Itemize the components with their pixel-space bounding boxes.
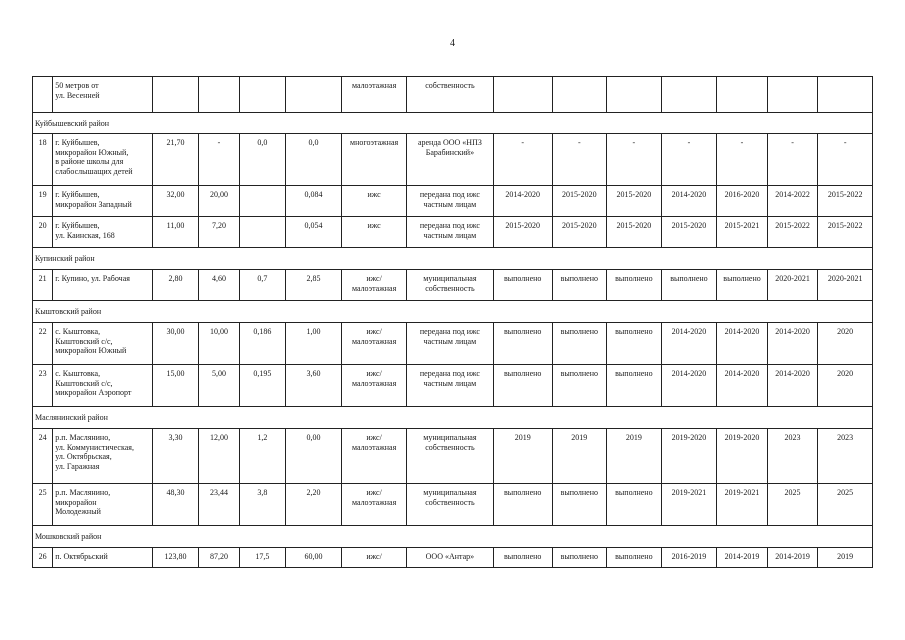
- period-4: 2014-2020: [661, 323, 717, 365]
- area-total: 2,80: [153, 270, 198, 301]
- period-5: 2014-2019: [717, 548, 768, 568]
- district-row: [33, 113, 873, 134]
- row-number: 22: [33, 323, 53, 365]
- volume-b: 0,0: [285, 134, 342, 186]
- building-type: ижс/ малоэтажная: [342, 270, 407, 301]
- period-7: -: [818, 134, 873, 186]
- period-3: выполнено: [607, 323, 662, 365]
- volume-b: 0,054: [285, 217, 342, 248]
- land-status: аренда ООО «НПЗ Барабинский»: [406, 134, 493, 186]
- period-3: выполнено: [607, 484, 662, 526]
- building-type: ижс: [342, 186, 407, 217]
- period-3: выполнено: [607, 548, 662, 568]
- table-row: [33, 270, 873, 301]
- area-total: 123,80: [153, 548, 198, 568]
- area-total: 3,30: [153, 429, 198, 484]
- volume-b: 0,084: [285, 186, 342, 217]
- period-1: выполнено: [493, 365, 552, 407]
- period-5: выполнено: [717, 270, 768, 301]
- land-status: муниципальная собственность: [406, 270, 493, 301]
- period-2: выполнено: [552, 270, 607, 301]
- row-number: 19: [33, 186, 53, 217]
- volume-b: 3,60: [285, 365, 342, 407]
- period-3: выполнено: [607, 365, 662, 407]
- row-number: 25: [33, 484, 53, 526]
- land-status: собственность: [406, 77, 493, 113]
- period-6: -: [767, 134, 818, 186]
- volume-b: 0,00: [285, 429, 342, 484]
- period-2: -: [552, 134, 607, 186]
- period-2: выполнено: [552, 323, 607, 365]
- period-3: [607, 77, 662, 113]
- table-row: [33, 548, 873, 568]
- table-row: [33, 484, 873, 526]
- district-row: [33, 248, 873, 270]
- period-6: [767, 77, 818, 113]
- site-address: с. Кыштовка, Кыштовский с/с, микрорайон Южный: [53, 323, 153, 365]
- period-5: 2019-2020: [717, 429, 768, 484]
- area-total: 11,00: [153, 217, 198, 248]
- site-address: 50 метров от ул. Весенней: [53, 77, 153, 113]
- land-status: муниципальная собственность: [406, 429, 493, 484]
- volume-a: 3,8: [240, 484, 285, 526]
- site-address: р.п. Маслянино, микрорайон Молодежный: [53, 484, 153, 526]
- row-number: 21: [33, 270, 53, 301]
- area-total: 30,00: [153, 323, 198, 365]
- period-4: 2014-2020: [661, 186, 717, 217]
- building-type: ижс/: [342, 548, 407, 568]
- land-status: передана под ижс частным лицам: [406, 365, 493, 407]
- table-row: [33, 77, 873, 113]
- area-total: 32,00: [153, 186, 198, 217]
- period-4: 2015-2020: [661, 217, 717, 248]
- period-6: 2014-2019: [767, 548, 818, 568]
- volume-b: 2,20: [285, 484, 342, 526]
- area-housing: 5,00: [198, 365, 239, 407]
- area-housing: 7,20: [198, 217, 239, 248]
- period-1: выполнено: [493, 548, 552, 568]
- site-address: р.п. Маслянино, ул. Коммунистическая, ул. Октябрьская, ул. Гаражная: [53, 429, 153, 484]
- site-address: г. Куйбышев, микрорайон Южный, в районе школы для слабослышащих детей: [53, 134, 153, 186]
- page-number: 4: [450, 38, 455, 49]
- period-1: -: [493, 134, 552, 186]
- period-3: 2015-2020: [607, 217, 662, 248]
- period-7: 2019: [818, 548, 873, 568]
- period-5: -: [717, 134, 768, 186]
- period-6: 2014-2020: [767, 323, 818, 365]
- area-housing: 4,60: [198, 270, 239, 301]
- period-7: [818, 77, 873, 113]
- period-3: выполнено: [607, 270, 662, 301]
- area-housing: 23,44: [198, 484, 239, 526]
- period-7: 2015-2022: [818, 217, 873, 248]
- table-row: [33, 217, 873, 248]
- period-3: -: [607, 134, 662, 186]
- volume-a: [240, 77, 285, 113]
- table-row: [33, 134, 873, 186]
- district-name: Куйбышевский район: [33, 113, 873, 134]
- district-name: Мошковский район: [33, 526, 873, 548]
- area-housing: -: [198, 134, 239, 186]
- period-5: 2015-2021: [717, 217, 768, 248]
- period-5: 2014-2020: [717, 365, 768, 407]
- row-number: 26: [33, 548, 53, 568]
- volume-a: 17,5: [240, 548, 285, 568]
- volume-a: [240, 186, 285, 217]
- building-type: ижс: [342, 217, 407, 248]
- volume-a: 0,195: [240, 365, 285, 407]
- period-1: 2014-2020: [493, 186, 552, 217]
- period-3: 2015-2020: [607, 186, 662, 217]
- building-type: ижс/ малоэтажная: [342, 365, 407, 407]
- period-5: [717, 77, 768, 113]
- period-6: 2023: [767, 429, 818, 484]
- volume-b: 1,00: [285, 323, 342, 365]
- period-4: -: [661, 134, 717, 186]
- period-1: 2015-2020: [493, 217, 552, 248]
- area-total: 21,70: [153, 134, 198, 186]
- period-2: выполнено: [552, 548, 607, 568]
- area-housing: [198, 77, 239, 113]
- period-4: 2014-2020: [661, 365, 717, 407]
- period-4: 2019-2021: [661, 484, 717, 526]
- volume-b: 2,85: [285, 270, 342, 301]
- period-6: 2014-2020: [767, 365, 818, 407]
- site-address: г. Куйбышев, микрорайон Западный: [53, 186, 153, 217]
- area-total: 48,30: [153, 484, 198, 526]
- volume-a: [240, 217, 285, 248]
- site-address: п. Октябрьский: [53, 548, 153, 568]
- table-row: [33, 429, 873, 484]
- row-number: 23: [33, 365, 53, 407]
- land-status: ООО «Антар»: [406, 548, 493, 568]
- volume-a: 1,2: [240, 429, 285, 484]
- period-4: 2019-2020: [661, 429, 717, 484]
- period-7: 2020-2021: [818, 270, 873, 301]
- row-number: 18: [33, 134, 53, 186]
- district-row: [33, 407, 873, 429]
- land-status: муниципальная собственность: [406, 484, 493, 526]
- housing-sites-table: [32, 76, 873, 568]
- period-2: 2015-2020: [552, 217, 607, 248]
- area-housing: 12,00: [198, 429, 239, 484]
- period-1: [493, 77, 552, 113]
- table-row: [33, 323, 873, 365]
- period-4: [661, 77, 717, 113]
- period-3: 2019: [607, 429, 662, 484]
- period-5: 2016-2020: [717, 186, 768, 217]
- volume-b: 60,00: [285, 548, 342, 568]
- site-address: с. Кыштовка, Кыштовский с/с, микрорайон Аэропорт: [53, 365, 153, 407]
- district-name: Маслянинский район: [33, 407, 873, 429]
- volume-a: 0,0: [240, 134, 285, 186]
- period-4: 2016-2019: [661, 548, 717, 568]
- district-row: [33, 301, 873, 323]
- building-type: ижс/ малоэтажная: [342, 429, 407, 484]
- period-5: 2019-2021: [717, 484, 768, 526]
- period-5: 2014-2020: [717, 323, 768, 365]
- land-status: передана под ижс частным лицам: [406, 323, 493, 365]
- period-6: 2014-2022: [767, 186, 818, 217]
- period-2: выполнено: [552, 365, 607, 407]
- period-6: 2015-2022: [767, 217, 818, 248]
- volume-a: 0,186: [240, 323, 285, 365]
- period-2: [552, 77, 607, 113]
- land-status: передана под ижс частным лицам: [406, 186, 493, 217]
- district-row: [33, 526, 873, 548]
- volume-a: 0,7: [240, 270, 285, 301]
- table-row: [33, 365, 873, 407]
- building-type: ижс/ малоэтажная: [342, 484, 407, 526]
- building-type: малоэтажная: [342, 77, 407, 113]
- period-2: выполнено: [552, 484, 607, 526]
- period-4: выполнено: [661, 270, 717, 301]
- period-1: выполнено: [493, 484, 552, 526]
- volume-b: [285, 77, 342, 113]
- site-address: г. Купино, ул. Рабочая: [53, 270, 153, 301]
- period-2: 2015-2020: [552, 186, 607, 217]
- area-housing: 87,20: [198, 548, 239, 568]
- period-6: 2020-2021: [767, 270, 818, 301]
- building-type: многоэтажная: [342, 134, 407, 186]
- period-7: 2020: [818, 323, 873, 365]
- period-7: 2023: [818, 429, 873, 484]
- district-name: Купинский район: [33, 248, 873, 270]
- building-type: ижс/ малоэтажная: [342, 323, 407, 365]
- district-name: Кыштовский район: [33, 301, 873, 323]
- period-7: 2025: [818, 484, 873, 526]
- row-number: [33, 77, 53, 113]
- site-address: г. Куйбышев, ул. Каинская, 168: [53, 217, 153, 248]
- land-status: передана под ижс частным лицам: [406, 217, 493, 248]
- period-7: 2015-2022: [818, 186, 873, 217]
- area-total: 15,00: [153, 365, 198, 407]
- row-number: 24: [33, 429, 53, 484]
- period-7: 2020: [818, 365, 873, 407]
- area-housing: 20,00: [198, 186, 239, 217]
- row-number: 20: [33, 217, 53, 248]
- period-2: 2019: [552, 429, 607, 484]
- period-1: 2019: [493, 429, 552, 484]
- period-1: выполнено: [493, 323, 552, 365]
- period-6: 2025: [767, 484, 818, 526]
- table-row: [33, 186, 873, 217]
- area-housing: 10,00: [198, 323, 239, 365]
- area-total: [153, 77, 198, 113]
- period-1: выполнено: [493, 270, 552, 301]
